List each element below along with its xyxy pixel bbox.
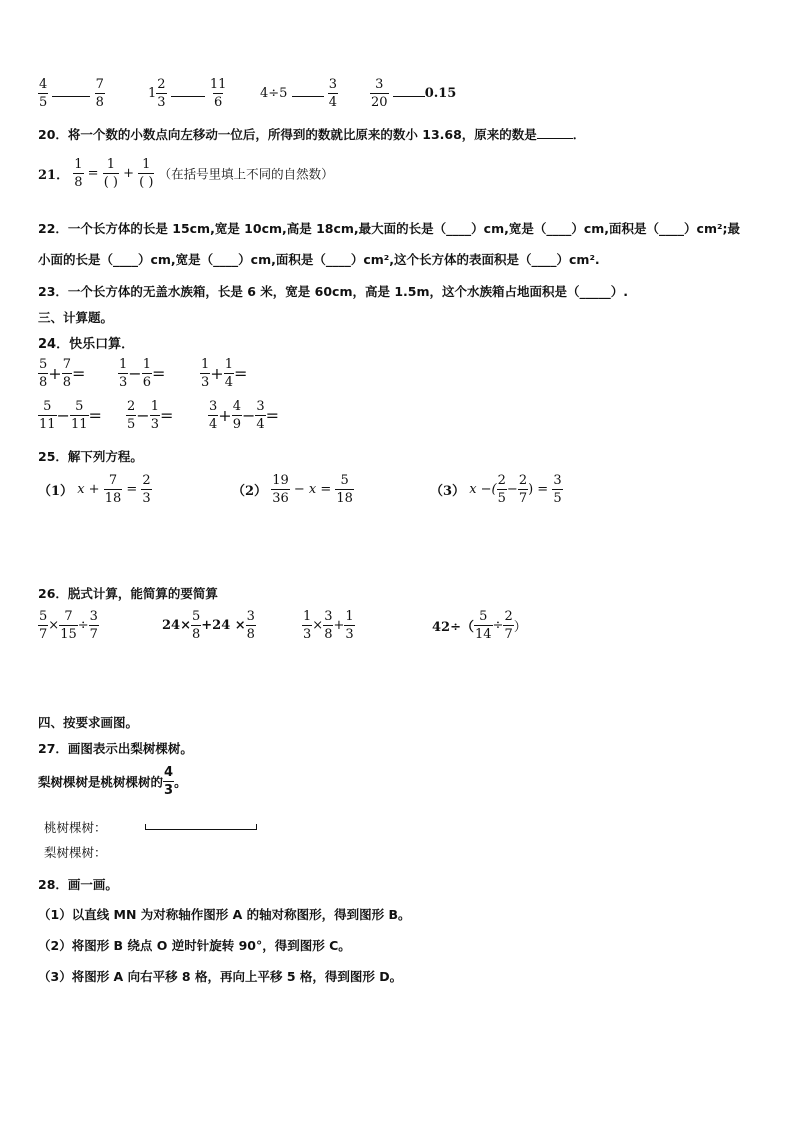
oral-item: $\frac{2}{5}$ − $\frac{1}{3}$ = bbox=[127, 399, 174, 432]
oral-item: $\frac{1}{3}$ − $\frac{1}{6}$ = bbox=[119, 357, 166, 390]
oral-item: $\frac{3}{4}$ + $\frac{4}{9}$ − $\frac{3}{4}$ = bbox=[209, 399, 280, 432]
question-27-title: 27．画图表示出梨树棵树。 bbox=[38, 741, 193, 756]
calc-item: $\frac{1}{3}$ × $\frac{3}{8}$ + $\frac{1}{3}$ bbox=[303, 609, 354, 642]
fraction: $\frac{4}{3}$ bbox=[164, 765, 174, 798]
pear-label: 梨树棵树： bbox=[44, 845, 107, 860]
answer-blank[interactable]: ( ) bbox=[103, 175, 118, 190]
fraction: $\frac{11}{6}$ bbox=[209, 77, 227, 110]
calc-item: $\frac{5}{7}$ × $\frac{7}{15}$ ÷ $\frac{3}{7}$ bbox=[39, 609, 98, 642]
answer-blank[interactable]: ( ) bbox=[139, 175, 154, 190]
question-21: 21． $\frac{1}{8}$ = $\frac{1}{( )}$ + $\frac{1}{( )}$ （在括号里填上不同的自然数） bbox=[38, 157, 334, 190]
compare-row: $\frac{3}{20}$ 0.15 bbox=[371, 77, 457, 110]
section-heading: 三、计算题。 bbox=[38, 310, 114, 325]
oral-item: $\frac{1}{3}$ + $\frac{1}{4}$ = bbox=[201, 357, 248, 390]
question-23: 23．一个长方体的无盖水族箱，长是 6 米，宽是 60cm，高是 1.5m，这个水族箱占地面积是（_____）. bbox=[38, 284, 628, 299]
answer-blank[interactable] bbox=[537, 138, 573, 139]
fraction: $\frac{3}{20}$ bbox=[371, 77, 388, 110]
question-28-item: （3）将图形 A 向右平移 8 格，再向上平移 5 格，得到图形 D。 bbox=[38, 969, 403, 984]
oral-item: $\frac{5}{11}$ − $\frac{5}{11}$ = bbox=[39, 399, 102, 432]
fraction: $\frac{4}{5}$ bbox=[39, 77, 48, 110]
fraction: $\frac{3}{4}$ bbox=[328, 77, 337, 110]
calc-item: 42÷（ $\frac{5}{14}$ ÷ $\frac{2}{7}$ ） bbox=[432, 609, 527, 642]
equation-1: （1） x + $\frac{7}{18}$ = $\frac{2}{3}$ bbox=[38, 473, 151, 506]
equation-3: （3） x −( $\frac{2}{5}$ − $\frac{2}{7}$ ) = $\frac{3}{5}$ bbox=[430, 473, 562, 506]
answer-blank[interactable] bbox=[292, 96, 324, 97]
compare-row bbox=[38, 78, 105, 109]
answer-blank[interactable] bbox=[393, 96, 425, 97]
question-28-item: （2）将图形 B 绕点 O 逆时针旋转 90°，得到图形 C。 bbox=[38, 938, 351, 953]
equation-2: （2） $\frac{19}{36}$ − x = $\frac{5}{18}$ bbox=[232, 473, 353, 506]
compare-row: 4÷5 $\frac{3}{4}$ bbox=[260, 77, 337, 110]
question-27-statement: 梨树棵树是桃树棵树的 $\frac{4}{3}$ 。 bbox=[38, 765, 187, 798]
question-20: 20．将一个数的小数点向左移动一位后，所得到的数就比原来的数小 13.68，原来的数是 ． bbox=[38, 127, 586, 142]
question-25-title: 25．解下列方程。 bbox=[38, 449, 143, 464]
question-24-title: 24．快乐口算． bbox=[38, 337, 135, 352]
peach-label: 桃树棵树： bbox=[44, 820, 107, 835]
question-28-title: 28．画一画。 bbox=[38, 877, 118, 892]
fraction: $\frac{7}{8}$ bbox=[95, 77, 104, 110]
section-heading: 四、按要求画图。 bbox=[38, 715, 139, 730]
answer-blank[interactable] bbox=[52, 96, 90, 97]
fraction: $\frac{1}{( )}$ bbox=[103, 157, 118, 190]
question-28-item: （1）以直线 MN 为对称轴作图形 A 的轴对称图形，得到图形 B。 bbox=[38, 907, 411, 922]
question-22-cont: 小面的长是（____）cm,宽是（____）cm,面积是（____）cm²,这个长方体的表面积是（____）cm². bbox=[38, 252, 600, 267]
oral-item: $\frac{5}{8}$ + $\frac{7}{8}$ = bbox=[39, 357, 86, 390]
fraction: $\frac{2}{3}$ bbox=[157, 77, 166, 110]
fraction: $\frac{1}{( )}$ bbox=[139, 157, 154, 190]
question-22: 22．一个长方体的长是 15cm,宽是 10cm,高是 18cm,最大面的长是（____）cm,宽是（____）cm,面积是（____）cm²;最 bbox=[38, 221, 740, 236]
peach-segment bbox=[145, 824, 257, 830]
question-26-title: 26．脱式计算，能简算的要简算 bbox=[38, 586, 218, 601]
calc-item: 24× $\frac{5}{8}$ +24 × $\frac{3}{8}$ bbox=[162, 609, 255, 642]
compare-row: 1 $\frac{2}{3}$ $\frac{11}{6}$ bbox=[148, 77, 227, 110]
fraction: $\frac{1}{8}$ bbox=[74, 157, 83, 190]
answer-blank[interactable] bbox=[171, 96, 205, 97]
